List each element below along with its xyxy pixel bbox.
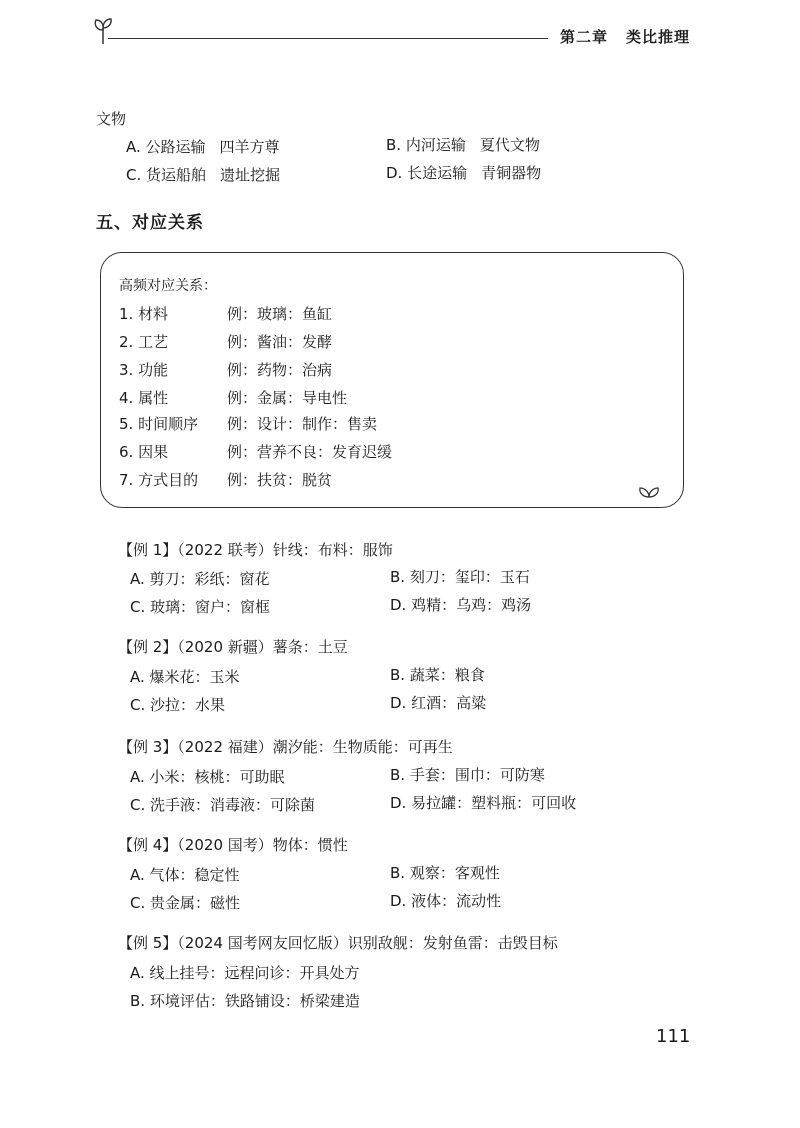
page-number: 111	[656, 1026, 691, 1047]
example-1-option-a: A. 剪刀：彩纸：窗花	[130, 570, 270, 588]
example-1-option-d: D. 鸡精：乌鸡：鸡汤	[390, 596, 532, 614]
example-2-option-b: B. 蔬菜：粮食	[390, 666, 485, 684]
example-2-option-a: A. 爆米花：玉米	[130, 668, 240, 686]
relation-row: 6. 因果 例：营养不良：发育迟缓	[119, 443, 393, 461]
prev-option-a: A. 公路运输 四羊方尊	[126, 138, 280, 156]
sprout-icon	[92, 14, 114, 46]
chapter-title: 类比推理	[626, 28, 691, 46]
relation-row: 4. 属性 例：金属：导电性	[119, 389, 348, 407]
relation-row: 7. 方式目的 例：扶贫：脱贫	[119, 471, 333, 489]
example-1-option-b: B. 刻刀：玺印：玉石	[390, 568, 530, 586]
example-5-option-a: A. 线上挂号：远程问诊：开具处方	[130, 964, 360, 982]
example-4-option-a: A. 气体：稳定性	[130, 866, 240, 884]
example-4-option-c: C. 贵金属：磁性	[130, 894, 241, 912]
prev-option-c: C. 货运船舶 遗址挖掘	[126, 166, 281, 184]
relation-row: 5. 时间顺序 例：设计：制作：售卖	[119, 415, 378, 433]
prev-option-d: D. 长途运输 青铜器物	[386, 164, 542, 182]
example-3-option-a: A. 小米：核桃：可助眠	[130, 768, 285, 786]
example-3-option-b: B. 手套：围巾：可防寒	[390, 766, 545, 784]
example-4-option-d: D. 液体：流动性	[390, 892, 502, 910]
prev-question-tail: 文物	[96, 110, 127, 128]
relation-row: 3. 功能 例：药物：治病	[119, 361, 333, 379]
example-3-stem: 【例 3】（2022 福建）潮汐能：生物质能：可再生	[118, 738, 453, 756]
example-2-option-c: C. 沙拉：水果	[130, 696, 226, 714]
section-title: 五、对应关系	[96, 213, 204, 233]
example-5-stem: 【例 5】（2024 国考网友回忆版）识别敌舰：发射鱼雷：击毁目标	[118, 934, 558, 952]
example-2-stem: 【例 2】（2020 新疆）薯条：土豆	[118, 638, 348, 656]
relation-row: 2. 工艺 例：酱油：发酵	[119, 333, 333, 351]
example-3-option-d: D. 易拉罐：塑料瓶：可回收	[390, 794, 577, 812]
relations-box-title: 高频对应关系：	[119, 278, 217, 294]
header-rule	[108, 38, 548, 39]
leaf-icon	[637, 485, 661, 499]
prev-option-b: B. 内河运输 夏代文物	[386, 136, 540, 154]
chapter-number: 第二章	[560, 28, 609, 46]
example-5-option-b: B. 环境评估：铁路铺设：桥梁建造	[130, 992, 360, 1010]
example-4-option-b: B. 观察：客观性	[390, 864, 500, 882]
example-1-stem: 【例 1】（2022 联考）针线：布料：服饰	[118, 541, 393, 559]
example-4-stem: 【例 4】（2020 国考）物体：惯性	[118, 836, 348, 854]
example-3-option-c: C. 洗手液：消毒液：可除菌	[130, 796, 316, 814]
example-1-option-c: C. 玻璃：窗户：窗框	[130, 598, 271, 616]
chapter-heading	[560, 26, 690, 47]
relations-box	[100, 252, 684, 508]
example-2-option-d: D. 红酒：高粱	[390, 694, 487, 712]
relation-row: 1. 材料 例：玻璃：鱼缸	[119, 305, 333, 323]
